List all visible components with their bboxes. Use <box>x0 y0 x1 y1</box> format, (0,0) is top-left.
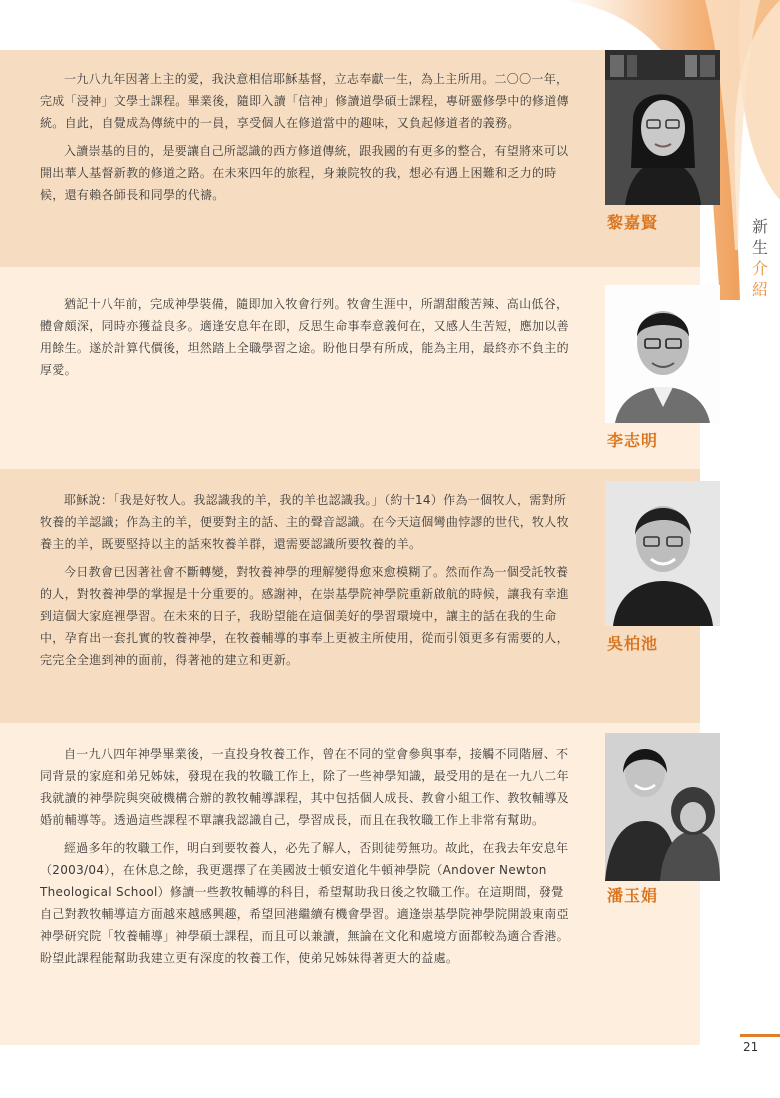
profile-text-1 <box>40 68 570 212</box>
profile-panel-1 <box>0 50 700 267</box>
portrait-photo <box>605 285 720 423</box>
paragraph: 自一九八四年神學畢業後，一直投身牧養工作，曾在不同的堂會參與事奉，接觸不同階層、不同背景的家庭和弟兄姊妹，發現在我的牧職工作上，除了一些神學知識，最受用的是在一九八二年我就讀的神學院與突破機構合辦的教牧輔導課程，其中包括個人成長、教會小組工作、教牧輔導及婚前輔導等。透過這些課程不單讓我認識自己，學習成長，而且在我牧職工作上非常有幫助。 <box>40 747 569 827</box>
profile-name: 吳柏池 <box>607 634 659 653</box>
profile-panel-4 <box>0 723 700 1045</box>
paragraph: 耶穌說：「我是好牧人。我認識我的羊，我的羊也認識我。」（約十14）作為一個牧人，需對所牧養的羊認識；作為主的羊，便要對主的話、主的聲音認識。在今天這個彎曲悖謬的世代，牧人牧養主的羊，既要堅持以主的話來牧養羊群，還需要認識所要牧養的羊。 <box>40 493 569 551</box>
profile-name: 黎嘉賢 <box>607 213 659 232</box>
portrait-photo <box>605 50 720 205</box>
profile-panel-2 <box>0 267 700 469</box>
paragraph: 經過多年的牧職工作，明白到要牧養人，必先了解人，否則徒勞無功。故此，在我去年安息年（2003/04），在休息之餘，我更選擇了在美國波士頓安道化牛頓神學院（Andover Newton Theological School）修讀一些教牧輔導的科目，希望幫助我日後之牧職工作。在這期間，發覺自己對教牧輔導這方面越來越感興趣，希望回港繼續有機會學習。適逢崇基學院神學院開設東南亞神學研究院「牧養輔導」神學碩士課程，而且可以兼讀，無論在文化和處境方面都較為適合香港。盼望此課程能幫助我建立更有深度的牧養工作，使弟兄姊妹得著更大的益處。 <box>40 841 569 965</box>
section-label-char: 紹 <box>751 280 768 299</box>
section-label-char: 新 <box>751 217 768 236</box>
section-label-vertical <box>750 216 770 300</box>
paragraph: 猶記十八年前，完成神學裝備，隨即加入牧會行列。牧會生涯中，所謂甜酸苦辣、高山低谷，體會頗深，同時亦獲益良多。適逢安息年在即，反思生命事奉意義何在，又感人生苦短，應加以善用餘生。遂於計算代價後，坦然踏上全職學習之途。盼他日學有所成，能為主用，最終亦不負主的厚愛。 <box>40 297 569 377</box>
paragraph: 一九八九年因著上主的愛，我決意相信耶穌基督，立志奉獻一生，為上主所用。二〇〇一年，完成「浸神」文學士課程。畢業後，隨即入讀「信神」修讀道學碩士課程，專研靈修學中的修道傳統。自此，自覺成為傳統中的一員，享受個人在修道當中的趣味，又負起修道者的義務。 <box>40 72 569 130</box>
portrait-photo <box>605 481 720 626</box>
profile-text-3 <box>40 489 570 677</box>
paragraph: 今日教會已因著社會不斷轉變，對牧養神學的理解變得愈來愈模糊了。然而作為一個受託牧養的人，對牧養神學的掌握是十分重要的。感謝神，在崇基學院神學院重新啟航的時候，讓我有幸進到這個大家庭裡學習。在未來的日子，我盼望能在這個美好的學習環境中，讓主的話在我的生命中，孕育出一套扎實的牧養神學，在牧養輔導的事奉上更被主所使用，從而引領更多有需要的人，完完全全進到神的面前，得著祂的建立和更新。 <box>40 565 569 667</box>
page-number-rule <box>740 1034 780 1037</box>
paragraph: 入讀崇基的目的，是要讓自己所認識的西方修道傳統，跟我國的有更多的整合，有望將來可以開出華人基督新教的修道之路。在未來四年的旅程，身兼院牧的我，想必有遇上困難和乏力的時候，還有賴各師長和同學的代禱。 <box>40 144 569 202</box>
profile-name: 潘玉娟 <box>607 886 659 905</box>
page-number: 21 <box>743 1040 759 1054</box>
portrait-photo <box>605 733 720 881</box>
profile-name: 李志明 <box>607 431 659 450</box>
profile-text-2 <box>40 293 570 387</box>
profile-panel-3 <box>0 469 700 723</box>
profile-text-4 <box>40 743 570 975</box>
section-label-char: 介 <box>751 259 768 278</box>
section-label-char: 生 <box>751 238 768 257</box>
